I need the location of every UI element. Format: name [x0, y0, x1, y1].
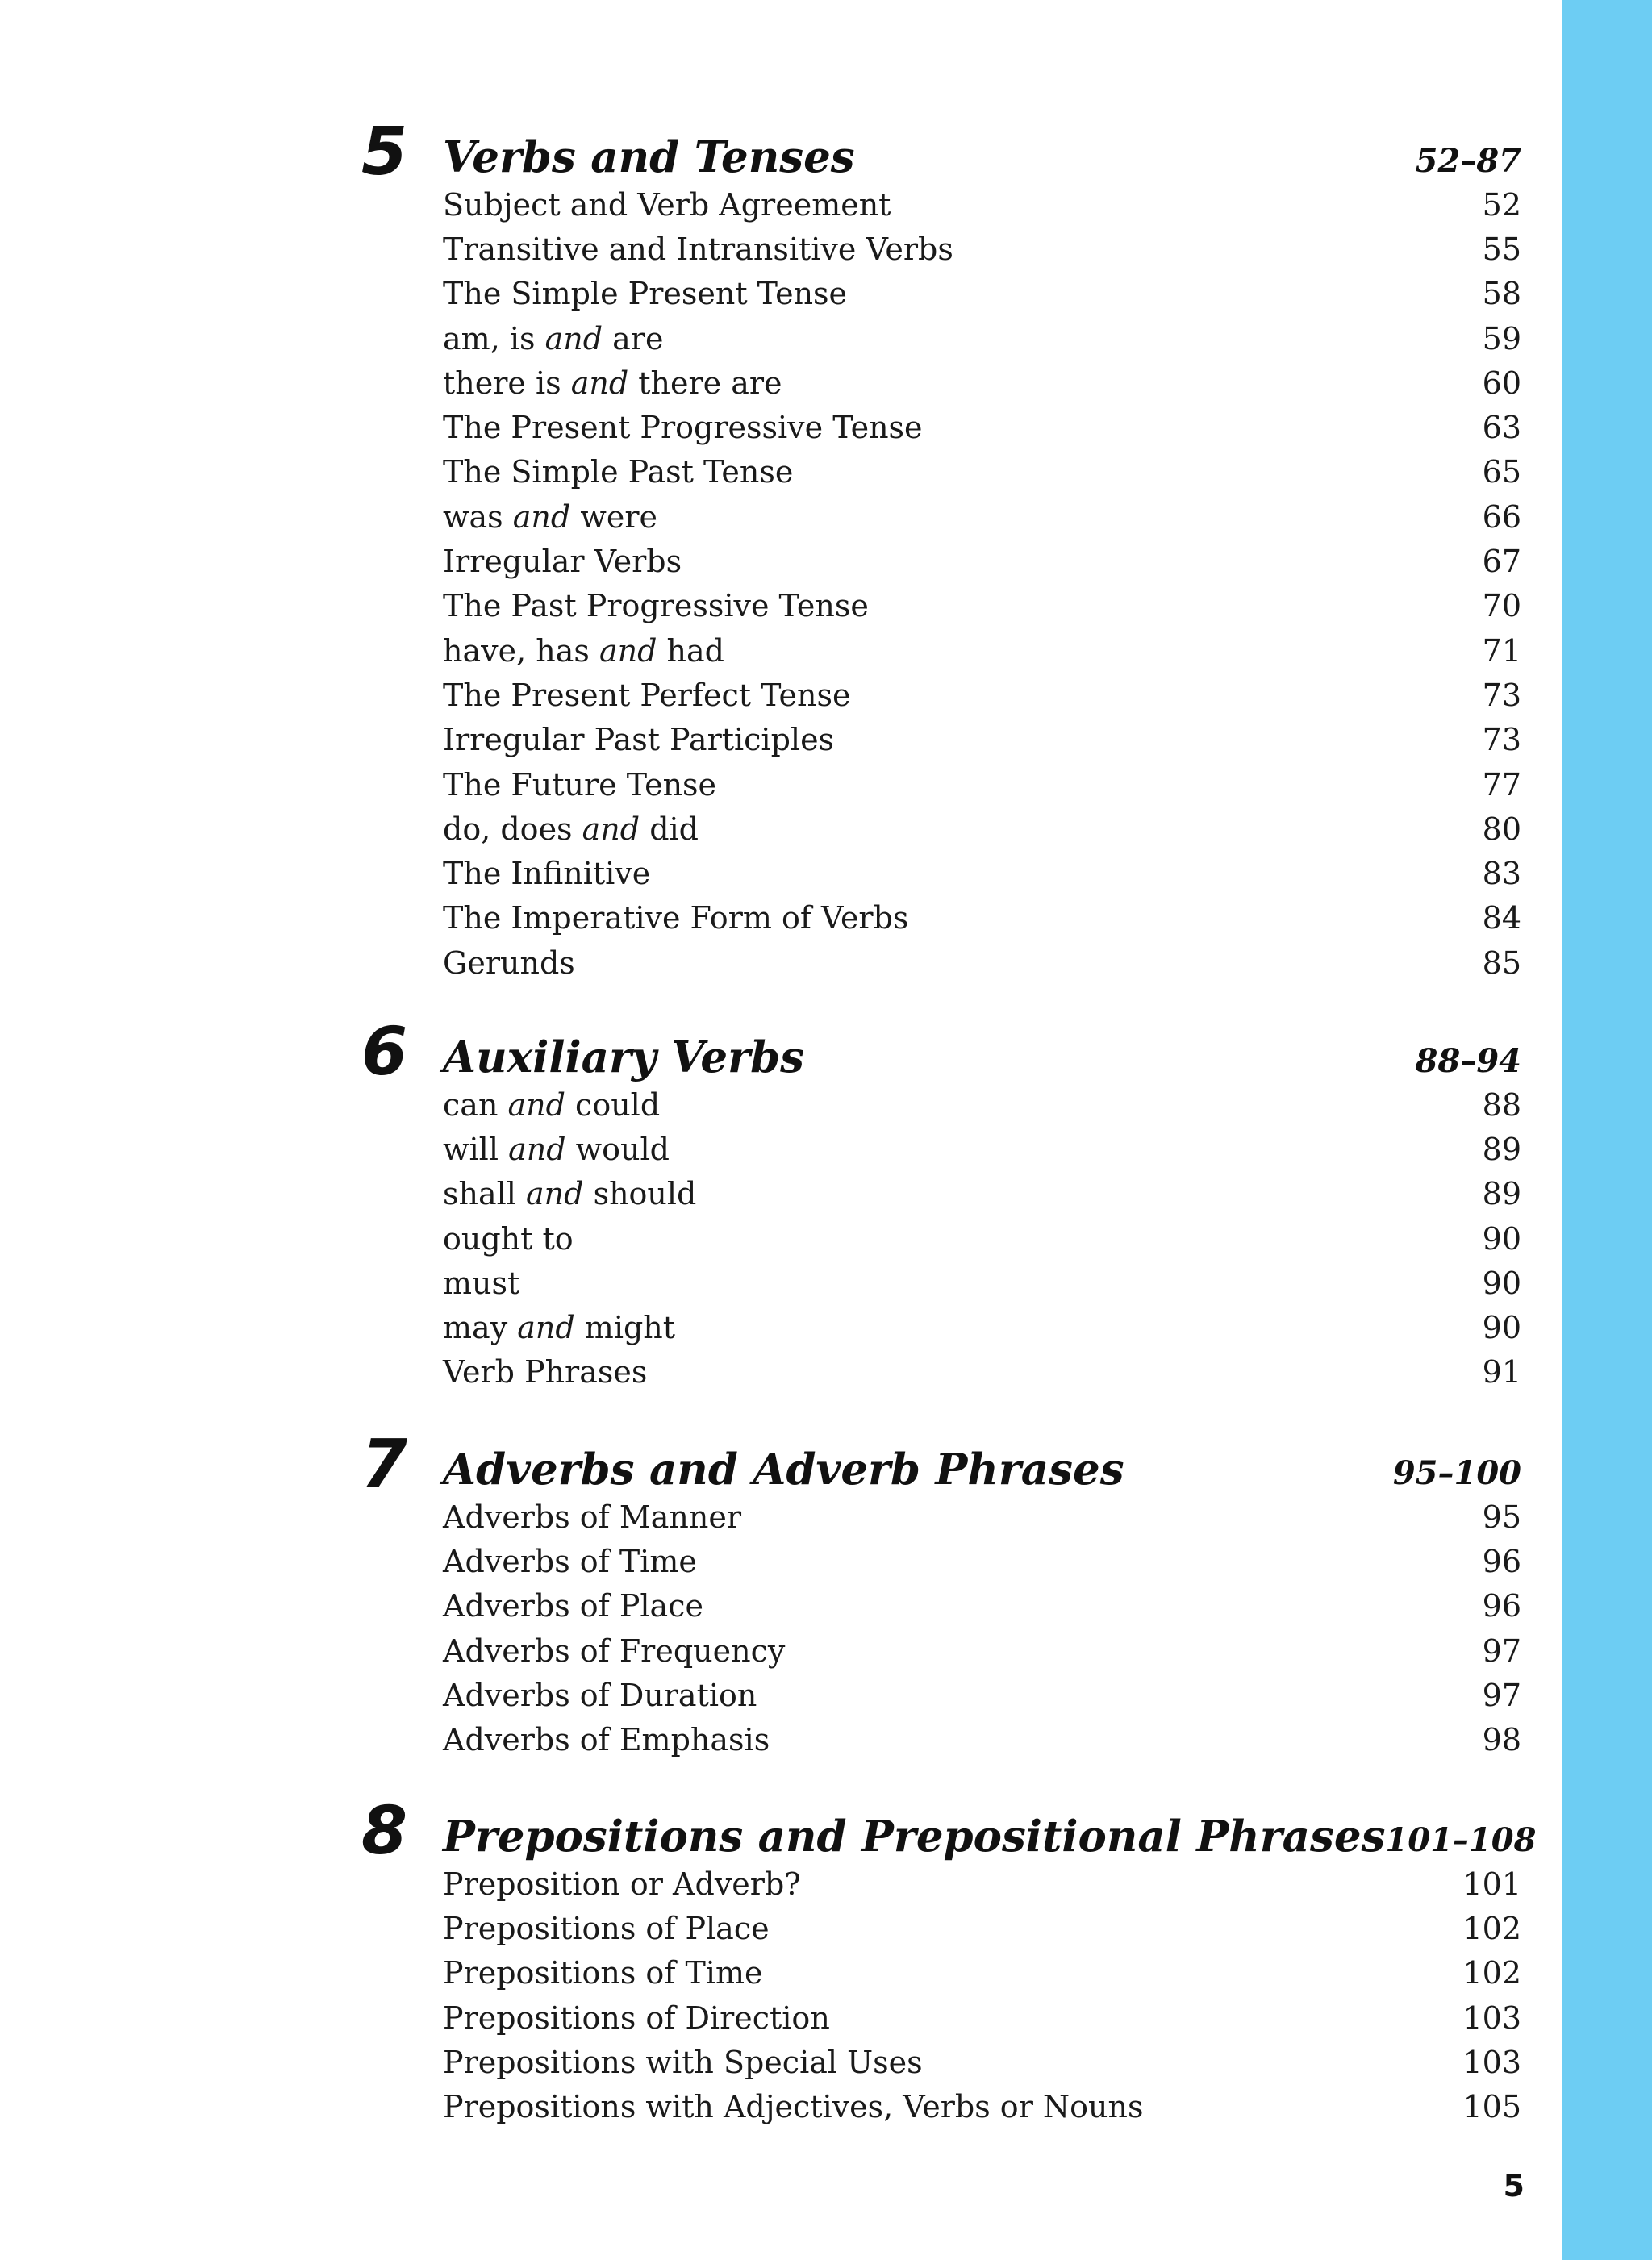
entry-list [443, 1082, 1521, 1395]
entry-title-italic-segment: and [570, 365, 629, 401]
entry-title [443, 588, 869, 623]
entry-title [443, 1354, 647, 1390]
entry-title-segment: Adverbs of Place [443, 1588, 703, 1624]
entry-title-segment: Prepositions of Place [443, 1910, 770, 1946]
entry-title-segment: did [640, 811, 699, 847]
toc-entry [443, 1862, 1521, 1906]
entry-title-segment: The Simple Past Tense [443, 454, 794, 490]
entry-page-number: 52 [1482, 186, 1521, 223]
entry-page-number: 90 [1482, 1310, 1521, 1346]
toc-entry [443, 227, 1521, 271]
entry-page-number: 90 [1482, 1220, 1521, 1257]
chapter-number: 7 [361, 1426, 408, 1503]
chapter-page-range: 95–100 [1392, 1454, 1521, 1492]
toc-entry [443, 405, 1521, 449]
chapter-title: Prepositions and Prepositional Phrases [443, 1812, 1386, 1862]
entry-page-number: 55 [1482, 231, 1521, 267]
entry-title-segment: are [603, 320, 664, 357]
entry-title-segment: should [583, 1176, 697, 1212]
entry-title-segment: The Past Progressive Tense [443, 588, 869, 624]
entry-title [443, 1955, 762, 1991]
entry-title-segment: Verb Phrases [443, 1354, 648, 1391]
entry-page-number: 102 [1462, 1955, 1521, 1991]
toc-entry [443, 539, 1521, 583]
entry-title-italic-segment: and [526, 1176, 584, 1212]
toc-entry [443, 1172, 1521, 1216]
entry-title-segment: may [443, 1310, 518, 1346]
entry-title [443, 856, 650, 891]
entry-title [443, 1132, 670, 1167]
entry-page-number: 71 [1482, 632, 1521, 669]
entry-title [443, 365, 782, 401]
entry-page-number: 84 [1482, 900, 1521, 936]
toc-entry [443, 807, 1521, 851]
entry-page-number: 88 [1482, 1086, 1521, 1123]
entry-page-number: 73 [1482, 722, 1521, 758]
toc-entry [443, 1995, 1521, 2040]
chapter-heading [443, 132, 1521, 187]
entry-title-segment: The Infinitive [443, 856, 651, 892]
toc-entry [443, 1216, 1521, 1261]
entry-page-number: 59 [1482, 320, 1521, 357]
toc-entry [443, 940, 1521, 985]
chapter-number: 6 [361, 1014, 408, 1090]
entry-title-segment: The Present Progressive Tense [443, 410, 923, 446]
side-color-band [1562, 0, 1652, 2260]
toc-entry [443, 1350, 1521, 1395]
toc-entry [443, 1906, 1521, 1950]
entry-title-segment: Prepositions of Direction [443, 1999, 830, 2036]
entry-page-number: 63 [1482, 410, 1521, 446]
entry-title-italic-segment: and [582, 811, 640, 847]
entry-title-segment: can [443, 1086, 508, 1123]
entry-page-number: 97 [1482, 1632, 1521, 1669]
toc-entry [443, 718, 1521, 762]
entry-title-italic-segment: and [508, 1131, 566, 1167]
entry-page-number: 80 [1482, 811, 1521, 847]
entry-title [443, 2089, 1144, 2124]
entry-title-segment: The Simple Present Tense [443, 276, 848, 312]
entry-page-number: 96 [1482, 1588, 1521, 1624]
toc-entry [443, 1628, 1521, 1673]
entry-list [443, 1862, 1521, 2129]
entry-page-number: 97 [1482, 1677, 1521, 1713]
toc-entry [443, 762, 1521, 807]
entry-page-number: 85 [1482, 944, 1521, 981]
entry-title-segment: will [443, 1131, 509, 1167]
entry-title [443, 544, 682, 579]
entry-title [443, 499, 657, 535]
entry-title [443, 187, 891, 223]
toc-entry [443, 1717, 1521, 1762]
chapter-number: 5 [361, 114, 408, 190]
entry-title [443, 678, 850, 713]
toc-entry [443, 673, 1521, 717]
chapter-title: Auxiliary Verbs [443, 1032, 804, 1082]
toc-entry [443, 2084, 1521, 2129]
entry-title [443, 231, 953, 267]
entry-title [443, 1176, 696, 1211]
toc-entry [443, 2040, 1521, 2084]
entry-title-segment: Adverbs of Emphasis [443, 1722, 770, 1758]
chapter-heading [443, 1445, 1521, 1499]
entry-list [443, 1495, 1521, 1762]
entry-page-number: 89 [1482, 1176, 1521, 1212]
toc-entry [443, 1495, 1521, 1539]
entry-title-segment: Adverbs of Manner [443, 1499, 741, 1535]
entry-list [443, 182, 1521, 985]
entry-title-italic-segment: and [507, 1086, 565, 1123]
entry-page-number: 105 [1462, 2089, 1521, 2125]
chapter-heading [443, 1032, 1521, 1087]
entry-title-segment: am, is [443, 320, 545, 357]
entry-title [443, 1221, 574, 1257]
entry-title-segment: there is [443, 365, 571, 401]
entry-page-number: 89 [1482, 1131, 1521, 1167]
entry-title-segment: have, has [443, 632, 599, 669]
toc-entry [443, 896, 1521, 940]
entry-title [443, 410, 923, 445]
entry-title-segment: was [443, 498, 513, 535]
entry-title-segment: Irregular Verbs [443, 544, 682, 580]
entry-title [443, 321, 663, 357]
entry-page-number: 103 [1462, 2044, 1521, 2080]
entry-title-segment: The Future Tense [443, 766, 717, 803]
entry-title-segment: shall [443, 1176, 527, 1212]
chapter-title: Verbs and Tenses [443, 132, 855, 182]
page-number: 5 [1503, 2168, 1525, 2204]
toc-entry [443, 851, 1521, 895]
entry-title [443, 1087, 660, 1123]
toc-entry [443, 316, 1521, 361]
toc-entry [443, 1951, 1521, 1995]
entry-title-segment: had [657, 632, 724, 669]
entry-page-number: 58 [1482, 276, 1521, 312]
entry-title [443, 1544, 697, 1579]
entry-title-italic-segment: and [517, 1310, 575, 1346]
entry-title [443, 811, 699, 847]
entry-title-segment: could [565, 1086, 661, 1123]
entry-page-number: 96 [1482, 1543, 1521, 1579]
entry-title-italic-segment: and [599, 632, 657, 669]
chapter-title: Adverbs and Adverb Phrases [443, 1445, 1124, 1495]
entry-title-segment: Prepositions of Time [443, 1955, 763, 1991]
entry-title-segment: Prepositions with Adjectives, Verbs or Nouns [443, 2089, 1144, 2125]
toc-entry [443, 1673, 1521, 1717]
entry-title-segment: The Imperative Form of Verbs [443, 900, 909, 936]
entry-title-segment: might [574, 1310, 676, 1346]
entry-title-italic-segment: and [512, 498, 571, 535]
entry-page-number: 70 [1482, 588, 1521, 624]
entry-title-segment: Adverbs of Frequency [443, 1632, 786, 1669]
entry-page-number: 103 [1462, 1999, 1521, 2036]
entry-page-number: 67 [1482, 544, 1521, 580]
chapter-page-range: 52–87 [1415, 142, 1521, 180]
entry-title [443, 767, 716, 803]
entry-title-segment: Gerunds [443, 944, 575, 981]
entry-title [443, 1678, 757, 1713]
toc-entry [443, 182, 1521, 227]
chapter-page-range: 88–94 [1415, 1042, 1521, 1080]
toc-entry [443, 1082, 1521, 1127]
entry-title [443, 1588, 703, 1624]
entry-title [443, 900, 908, 936]
toc-entry [443, 1584, 1521, 1628]
entry-title [443, 276, 847, 311]
entry-title-segment: Preposition or Adverb? [443, 1866, 801, 1902]
entry-title [443, 1866, 801, 1902]
entry-page-number: 77 [1482, 766, 1521, 803]
toc-entry [443, 272, 1521, 316]
toc-entry [443, 628, 1521, 673]
entry-page-number: 65 [1482, 454, 1521, 490]
entry-title-segment: Prepositions with Special Uses [443, 2044, 923, 2080]
entry-page-number: 60 [1482, 365, 1521, 401]
entry-title-segment: must [443, 1265, 520, 1301]
toc-entry [443, 450, 1521, 494]
toc-entry [443, 1261, 1521, 1305]
entry-title-italic-segment: and [544, 320, 603, 357]
entry-title [443, 2000, 830, 2036]
chapter-number: 8 [361, 1793, 408, 1870]
entry-title-segment: Subject and Verb Agreement [443, 186, 891, 223]
entry-page-number: 95 [1482, 1499, 1521, 1535]
entry-title [443, 1310, 675, 1345]
entry-title-segment: were [570, 498, 657, 535]
entry-page-number: 73 [1482, 677, 1521, 713]
entry-page-number: 91 [1482, 1354, 1521, 1391]
toc-entry [443, 494, 1521, 539]
entry-page-number: 90 [1482, 1265, 1521, 1301]
toc-entry [443, 1539, 1521, 1583]
entry-title [443, 1911, 770, 1946]
entry-page-number: 101 [1462, 1866, 1521, 1902]
chapter-page-range: 101–108 [1385, 1821, 1537, 1859]
chapter-heading [443, 1812, 1537, 1866]
toc-entry [443, 1305, 1521, 1349]
entry-title-segment: Adverbs of Time [443, 1543, 697, 1579]
entry-title-segment: there are [628, 365, 782, 401]
entry-title [443, 454, 793, 490]
entry-title-segment: Irregular Past Participles [443, 722, 835, 758]
toc-entry [443, 361, 1521, 405]
entry-title-segment: would [565, 1131, 670, 1167]
entry-title [443, 2045, 923, 2080]
entry-title [443, 1499, 741, 1535]
toc-entry [443, 584, 1521, 628]
entry-title-segment: The Present Perfect Tense [443, 677, 851, 713]
entry-title-segment: Transitive and Intransitive Verbs [443, 231, 953, 267]
entry-title [443, 1633, 785, 1669]
toc-entry [443, 1127, 1521, 1171]
entry-title [443, 945, 575, 981]
entry-title-segment: do, does [443, 811, 582, 847]
entry-page-number: 98 [1482, 1722, 1521, 1758]
entry-title-segment: ought to [443, 1220, 574, 1257]
entry-page-number: 83 [1482, 856, 1521, 892]
entry-page-number: 66 [1482, 498, 1521, 535]
entry-title [443, 1266, 519, 1301]
entry-title [443, 633, 724, 669]
entry-title-segment: Adverbs of Duration [443, 1677, 757, 1713]
entry-title [443, 1722, 770, 1758]
entry-page-number: 102 [1462, 1910, 1521, 1946]
entry-title [443, 722, 834, 757]
